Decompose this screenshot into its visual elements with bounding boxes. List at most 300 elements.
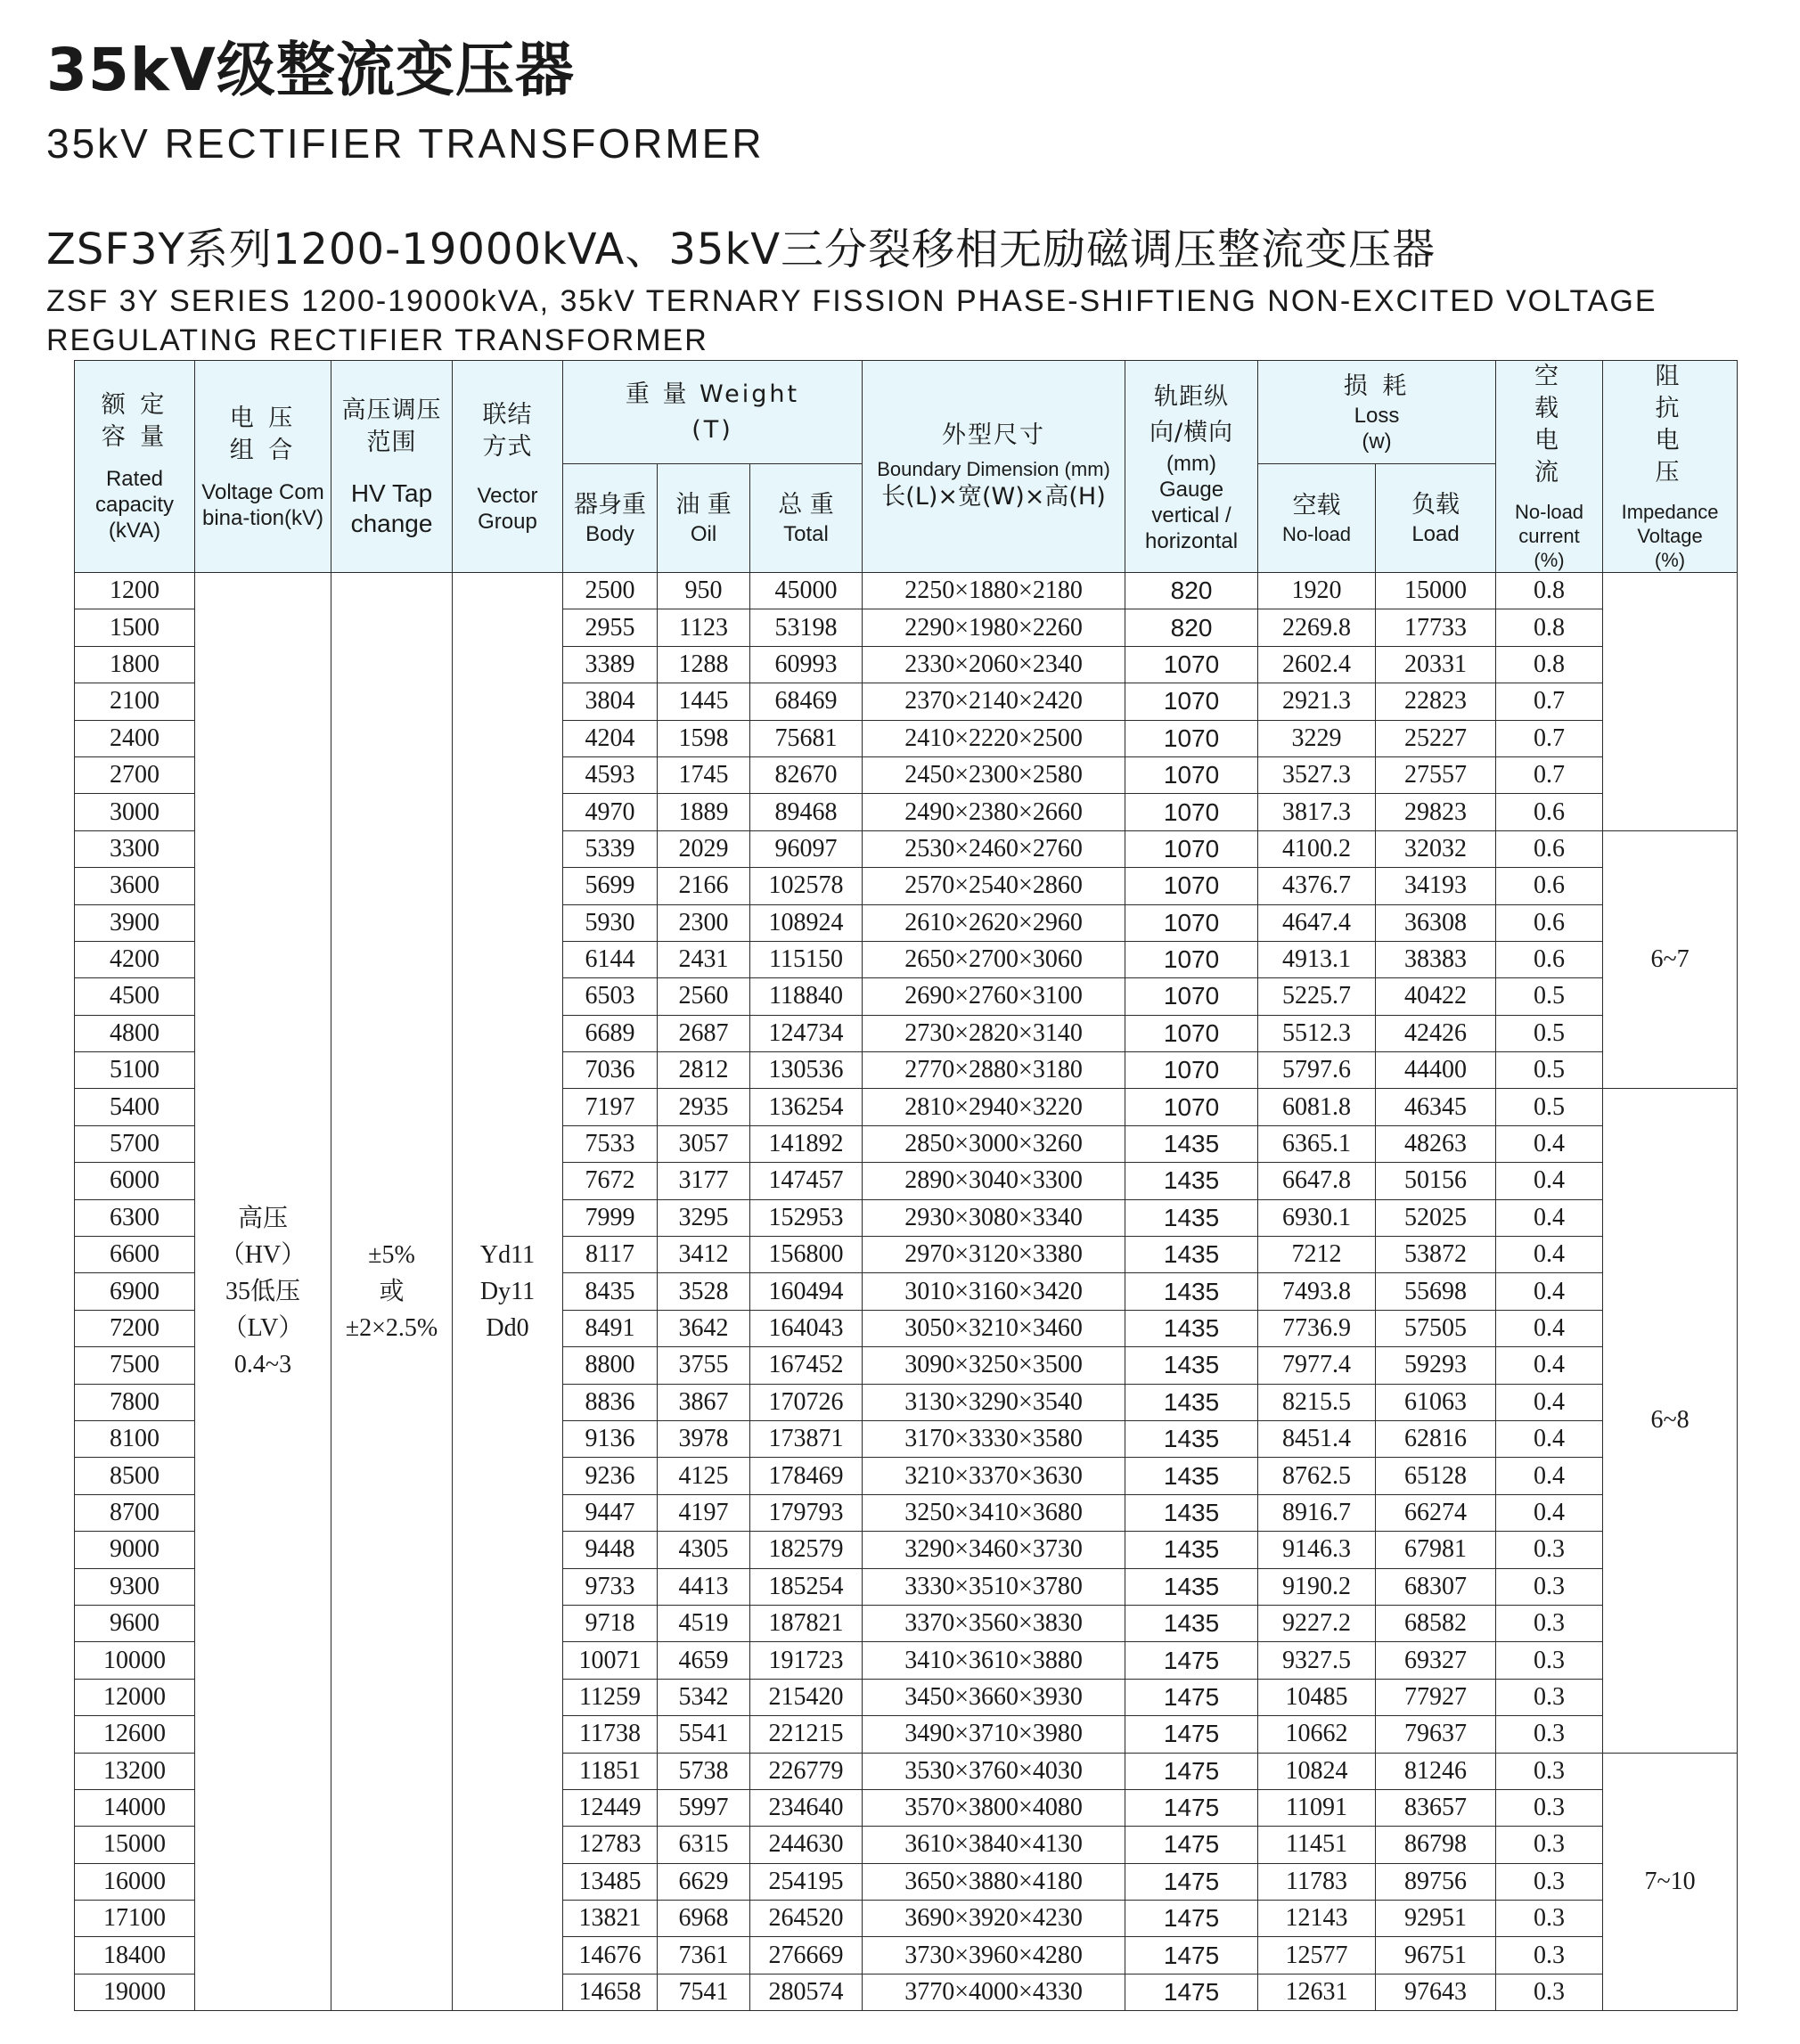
cell-weight-body: 5930 bbox=[563, 904, 658, 941]
cell-capacity: 5100 bbox=[75, 1052, 195, 1089]
cell-loss-noload: 7736.9 bbox=[1258, 1310, 1376, 1346]
cell-weight-body: 10071 bbox=[563, 1642, 658, 1679]
cell-weight-oil: 3295 bbox=[658, 1199, 750, 1236]
cell-weight-body: 4204 bbox=[563, 720, 658, 756]
cell-weight-oil: 1889 bbox=[658, 794, 750, 830]
header-vector: 联结 方式 Vector Group bbox=[453, 361, 563, 573]
cell-loss-load: 81246 bbox=[1376, 1753, 1496, 1789]
cell-gauge: 1475 bbox=[1125, 1974, 1258, 2010]
cell-noload-current: 0.3 bbox=[1496, 1753, 1603, 1789]
cell-loss-noload: 3527.3 bbox=[1258, 756, 1376, 793]
cell-gauge: 1475 bbox=[1125, 1789, 1258, 1826]
cell-noload-current: 0.4 bbox=[1496, 1494, 1603, 1531]
cell-weight-total: 75681 bbox=[750, 720, 863, 756]
cell-weight-oil: 3177 bbox=[658, 1163, 750, 1199]
cell-dimension: 2370×2140×2420 bbox=[863, 683, 1125, 720]
cell-impedance-voltage bbox=[1603, 573, 1738, 831]
cell-loss-noload: 4913.1 bbox=[1258, 941, 1376, 977]
cell-dimension: 2650×2700×3060 bbox=[863, 941, 1125, 977]
cell-capacity: 4800 bbox=[75, 1015, 195, 1051]
cell-loss-noload: 2602.4 bbox=[1258, 646, 1376, 683]
cell-capacity: 19000 bbox=[75, 1974, 195, 2010]
cell-dimension: 2930×3080×3340 bbox=[863, 1199, 1125, 1236]
cell-dimension: 2810×2940×3220 bbox=[863, 1089, 1125, 1125]
cell-gauge: 1435 bbox=[1125, 1494, 1258, 1531]
cell-loss-noload: 11091 bbox=[1258, 1789, 1376, 1826]
cell-weight-oil: 1745 bbox=[658, 756, 750, 793]
page-title: 35kV级整流变压器 bbox=[46, 36, 575, 104]
cell-gauge: 1435 bbox=[1125, 1384, 1258, 1420]
cell-weight-total: 160494 bbox=[750, 1273, 863, 1310]
cell-dimension: 2770×2880×3180 bbox=[863, 1052, 1125, 1089]
cell-loss-noload: 12143 bbox=[1258, 1901, 1376, 1937]
cell-weight-total: 45000 bbox=[750, 573, 863, 609]
cell-weight-total: 167452 bbox=[750, 1347, 863, 1384]
cell-gauge: 1070 bbox=[1125, 756, 1258, 793]
cell-dimension: 2250×1880×2180 bbox=[863, 573, 1125, 609]
cell-loss-load: 15000 bbox=[1376, 573, 1496, 609]
cell-loss-load: 40422 bbox=[1376, 978, 1496, 1015]
cell-weight-body: 8800 bbox=[563, 1347, 658, 1384]
cell-gauge: 1475 bbox=[1125, 1863, 1258, 1900]
cell-dimension: 2970×3120×3380 bbox=[863, 1237, 1125, 1273]
cell-loss-noload: 4376.7 bbox=[1258, 868, 1376, 904]
cell-noload-current: 0.5 bbox=[1496, 1089, 1603, 1125]
header-impedance: 阻 抗 电 压 Impedance Voltage (%) bbox=[1603, 361, 1738, 573]
cell-dimension: 3410×3610×3880 bbox=[863, 1642, 1125, 1679]
cell-capacity: 8100 bbox=[75, 1420, 195, 1457]
cell-dimension: 3130×3290×3540 bbox=[863, 1384, 1125, 1420]
cell-weight-body: 8435 bbox=[563, 1273, 658, 1310]
cell-loss-load: 48263 bbox=[1376, 1125, 1496, 1162]
cell-weight-total: 215420 bbox=[750, 1679, 863, 1715]
cell-weight-body: 11259 bbox=[563, 1679, 658, 1715]
cell-loss-load: 42426 bbox=[1376, 1015, 1496, 1051]
cell-noload-current: 0.3 bbox=[1496, 1901, 1603, 1937]
cell-loss-noload: 2921.3 bbox=[1258, 683, 1376, 720]
cell-vector-group-line: Yd11 bbox=[479, 1241, 536, 1270]
cell-weight-total: 130536 bbox=[750, 1052, 863, 1089]
cell-dimension: 3330×3510×3780 bbox=[863, 1568, 1125, 1605]
cell-weight-total: 226779 bbox=[750, 1753, 863, 1789]
cell-noload-current: 0.6 bbox=[1496, 794, 1603, 830]
cell-capacity: 9000 bbox=[75, 1532, 195, 1568]
cell-loss-noload: 7977.4 bbox=[1258, 1347, 1376, 1384]
cell-weight-oil: 2935 bbox=[658, 1089, 750, 1125]
cell-gauge: 1475 bbox=[1125, 1679, 1258, 1715]
cell-loss-load: 68307 bbox=[1376, 1568, 1496, 1605]
cell-weight-oil: 3867 bbox=[658, 1384, 750, 1420]
cell-weight-oil: 2687 bbox=[658, 1015, 750, 1051]
cell-weight-oil: 2166 bbox=[658, 868, 750, 904]
cell-weight-total: 182579 bbox=[750, 1532, 863, 1568]
cell-dimension: 3210×3370×3630 bbox=[863, 1458, 1125, 1494]
cell-noload-current: 0.4 bbox=[1496, 1420, 1603, 1457]
cell-weight-oil: 6629 bbox=[658, 1863, 750, 1900]
cell-gauge: 1070 bbox=[1125, 646, 1258, 683]
cell-loss-noload: 9227.2 bbox=[1258, 1605, 1376, 1641]
cell-loss-noload: 11783 bbox=[1258, 1863, 1376, 1900]
cell-loss-load: 17733 bbox=[1376, 609, 1496, 646]
cell-weight-oil: 2300 bbox=[658, 904, 750, 941]
cell-weight-oil: 3755 bbox=[658, 1347, 750, 1384]
cell-gauge: 1070 bbox=[1125, 904, 1258, 941]
cell-capacity: 10000 bbox=[75, 1642, 195, 1679]
cell-weight-body: 13821 bbox=[563, 1901, 658, 1937]
cell-weight-oil: 1123 bbox=[658, 609, 750, 646]
cell-weight-body: 5339 bbox=[563, 830, 658, 867]
cell-capacity: 6300 bbox=[75, 1199, 195, 1236]
cell-gauge: 1475 bbox=[1125, 1716, 1258, 1753]
cell-gauge: 1435 bbox=[1125, 1199, 1258, 1236]
cell-impedance-voltage: 7~10 bbox=[1603, 1753, 1738, 2011]
cell-dimension: 3610×3840×4130 bbox=[863, 1827, 1125, 1863]
cell-dimension: 2570×2540×2860 bbox=[863, 868, 1125, 904]
cell-weight-body: 9136 bbox=[563, 1420, 658, 1457]
cell-capacity: 9300 bbox=[75, 1568, 195, 1605]
cell-weight-total: 254195 bbox=[750, 1863, 863, 1900]
cell-weight-oil: 7541 bbox=[658, 1974, 750, 2010]
cell-loss-noload: 11451 bbox=[1258, 1827, 1376, 1863]
cell-noload-current: 0.8 bbox=[1496, 609, 1603, 646]
cell-capacity: 7800 bbox=[75, 1384, 195, 1420]
cell-gauge: 1070 bbox=[1125, 1015, 1258, 1051]
cell-dimension: 3370×3560×3830 bbox=[863, 1605, 1125, 1641]
cell-weight-total: 108924 bbox=[750, 904, 863, 941]
cell-gauge: 1070 bbox=[1125, 868, 1258, 904]
cell-loss-load: 62816 bbox=[1376, 1420, 1496, 1457]
cell-weight-total: 179793 bbox=[750, 1494, 863, 1531]
cell-gauge: 1070 bbox=[1125, 1052, 1258, 1089]
cell-noload-current: 0.6 bbox=[1496, 904, 1603, 941]
cell-loss-load: 25227 bbox=[1376, 720, 1496, 756]
cell-gauge: 1475 bbox=[1125, 1827, 1258, 1863]
cell-weight-oil: 950 bbox=[658, 573, 750, 609]
cell-capacity: 7500 bbox=[75, 1347, 195, 1384]
cell-weight-body: 12449 bbox=[563, 1789, 658, 1826]
cell-loss-load: 67981 bbox=[1376, 1532, 1496, 1568]
cell-capacity: 5400 bbox=[75, 1089, 195, 1125]
cell-weight-oil: 5997 bbox=[658, 1789, 750, 1826]
cell-dimension: 3770×4000×4330 bbox=[863, 1974, 1125, 2010]
cell-gauge: 1475 bbox=[1125, 1937, 1258, 1974]
cell-weight-oil: 5541 bbox=[658, 1716, 750, 1753]
cell-weight-total: 118840 bbox=[750, 978, 863, 1015]
cell-loss-noload: 10824 bbox=[1258, 1753, 1376, 1789]
cell-loss-noload: 6930.1 bbox=[1258, 1199, 1376, 1236]
cell-gauge: 820 bbox=[1125, 609, 1258, 646]
cell-weight-oil: 2560 bbox=[658, 978, 750, 1015]
cell-weight-oil: 2812 bbox=[658, 1052, 750, 1089]
cell-loss-noload: 8451.4 bbox=[1258, 1420, 1376, 1457]
cell-weight-body: 7672 bbox=[563, 1163, 658, 1199]
cell-gauge: 1070 bbox=[1125, 978, 1258, 1015]
cell-weight-oil: 4305 bbox=[658, 1532, 750, 1568]
cell-capacity: 16000 bbox=[75, 1863, 195, 1900]
cell-gauge: 1475 bbox=[1125, 1642, 1258, 1679]
cell-weight-total: 147457 bbox=[750, 1163, 863, 1199]
cell-dimension: 2330×2060×2340 bbox=[863, 646, 1125, 683]
header-tap: 高压调压 范围 HV Tap change bbox=[331, 361, 453, 573]
cell-weight-body: 6144 bbox=[563, 941, 658, 977]
cell-weight-oil: 1445 bbox=[658, 683, 750, 720]
cell-dimension: 2290×1980×2260 bbox=[863, 609, 1125, 646]
cell-weight-oil: 3412 bbox=[658, 1237, 750, 1273]
cell-weight-body: 11738 bbox=[563, 1716, 658, 1753]
cell-weight-body: 8491 bbox=[563, 1310, 658, 1346]
cell-noload-current: 0.4 bbox=[1496, 1347, 1603, 1384]
cell-capacity: 18400 bbox=[75, 1937, 195, 1974]
cell-loss-noload: 8762.5 bbox=[1258, 1458, 1376, 1494]
cell-gauge: 1435 bbox=[1125, 1532, 1258, 1568]
cell-loss-noload: 8916.7 bbox=[1258, 1494, 1376, 1531]
cell-gauge: 1435 bbox=[1125, 1237, 1258, 1273]
cell-capacity: 6000 bbox=[75, 1163, 195, 1199]
cell-loss-load: 77927 bbox=[1376, 1679, 1496, 1715]
cell-noload-current: 0.8 bbox=[1496, 573, 1603, 609]
cell-dimension: 3730×3960×4280 bbox=[863, 1937, 1125, 1974]
cell-weight-oil: 4413 bbox=[658, 1568, 750, 1605]
cell-weight-total: 152953 bbox=[750, 1199, 863, 1236]
cell-loss-noload: 10485 bbox=[1258, 1679, 1376, 1715]
cell-loss-noload: 8215.5 bbox=[1258, 1384, 1376, 1420]
cell-loss-noload: 4647.4 bbox=[1258, 904, 1376, 941]
cell-weight-body: 9236 bbox=[563, 1458, 658, 1494]
cell-gauge: 1435 bbox=[1125, 1458, 1258, 1494]
cell-voltage-combination bbox=[195, 573, 331, 2011]
cell-weight-oil: 4519 bbox=[658, 1605, 750, 1641]
cell-loss-noload: 5225.7 bbox=[1258, 978, 1376, 1015]
header-weight-body: 器身重 Body bbox=[563, 464, 658, 573]
cell-gauge: 1435 bbox=[1125, 1125, 1258, 1162]
cell-dimension: 2890×3040×3300 bbox=[863, 1163, 1125, 1199]
cell-loss-noload: 9190.2 bbox=[1258, 1568, 1376, 1605]
cell-weight-total: 156800 bbox=[750, 1237, 863, 1273]
header-loss-load: 负载 Load bbox=[1376, 464, 1496, 573]
cell-noload-current: 0.4 bbox=[1496, 1199, 1603, 1236]
cell-capacity: 1800 bbox=[75, 646, 195, 683]
cell-noload-current: 0.6 bbox=[1496, 941, 1603, 977]
cell-gauge: 1435 bbox=[1125, 1568, 1258, 1605]
cell-loss-load: 83657 bbox=[1376, 1789, 1496, 1826]
cell-loss-load: 69327 bbox=[1376, 1642, 1496, 1679]
cell-loss-load: 97643 bbox=[1376, 1974, 1496, 2010]
spec-table bbox=[74, 360, 1738, 2011]
cell-noload-current: 0.3 bbox=[1496, 1716, 1603, 1753]
cell-loss-load: 32032 bbox=[1376, 830, 1496, 867]
cell-gauge: 1070 bbox=[1125, 941, 1258, 977]
cell-capacity: 14000 bbox=[75, 1789, 195, 1826]
cell-weight-body: 8117 bbox=[563, 1237, 658, 1273]
cell-vector-group-line: Dd0 bbox=[486, 1314, 529, 1343]
cell-weight-oil: 1288 bbox=[658, 646, 750, 683]
cell-weight-total: 244630 bbox=[750, 1827, 863, 1863]
cell-loss-load: 52025 bbox=[1376, 1199, 1496, 1236]
cell-noload-current: 0.4 bbox=[1496, 1458, 1603, 1494]
cell-noload-current: 0.7 bbox=[1496, 720, 1603, 756]
cell-noload-current: 0.3 bbox=[1496, 1605, 1603, 1641]
cell-weight-oil: 5738 bbox=[658, 1753, 750, 1789]
cell-weight-body: 9448 bbox=[563, 1532, 658, 1568]
cell-noload-current: 0.3 bbox=[1496, 1568, 1603, 1605]
cell-weight-total: 234640 bbox=[750, 1789, 863, 1826]
cell-capacity: 3900 bbox=[75, 904, 195, 941]
cell-voltage-combination-line: 0.4~3 bbox=[233, 1351, 292, 1379]
cell-dimension: 3050×3210×3460 bbox=[863, 1310, 1125, 1346]
cell-dimension: 2690×2760×3100 bbox=[863, 978, 1125, 1015]
cell-gauge: 1435 bbox=[1125, 1347, 1258, 1384]
cell-noload-current: 0.3 bbox=[1496, 1937, 1603, 1974]
cell-weight-body: 7999 bbox=[563, 1199, 658, 1236]
cell-dimension: 2490×2380×2660 bbox=[863, 794, 1125, 830]
cell-loss-load: 61063 bbox=[1376, 1384, 1496, 1420]
cell-loss-load: 50156 bbox=[1376, 1163, 1496, 1199]
cell-capacity: 4500 bbox=[75, 978, 195, 1015]
cell-noload-current: 0.4 bbox=[1496, 1273, 1603, 1310]
cell-weight-total: 280574 bbox=[750, 1974, 863, 2010]
cell-capacity: 1200 bbox=[75, 573, 195, 609]
cell-loss-load: 57505 bbox=[1376, 1310, 1496, 1346]
cell-weight-body: 14676 bbox=[563, 1937, 658, 1974]
cell-dimension: 3290×3460×3730 bbox=[863, 1532, 1125, 1568]
cell-weight-total: 185254 bbox=[750, 1568, 863, 1605]
cell-loss-noload: 6081.8 bbox=[1258, 1089, 1376, 1125]
cell-noload-current: 0.3 bbox=[1496, 1974, 1603, 2010]
cell-noload-current: 0.6 bbox=[1496, 830, 1603, 867]
cell-loss-load: 68582 bbox=[1376, 1605, 1496, 1641]
cell-capacity: 12000 bbox=[75, 1679, 195, 1715]
cell-weight-body: 9447 bbox=[563, 1494, 658, 1531]
cell-loss-load: 44400 bbox=[1376, 1052, 1496, 1089]
cell-dimension: 3650×3880×4180 bbox=[863, 1863, 1125, 1900]
cell-capacity: 15000 bbox=[75, 1827, 195, 1863]
cell-weight-body: 9718 bbox=[563, 1605, 658, 1641]
cell-weight-oil: 3057 bbox=[658, 1125, 750, 1162]
cell-weight-body: 6689 bbox=[563, 1015, 658, 1051]
cell-dimension: 3250×3410×3680 bbox=[863, 1494, 1125, 1531]
cell-weight-body: 5699 bbox=[563, 868, 658, 904]
cell-loss-noload: 5512.3 bbox=[1258, 1015, 1376, 1051]
header-weight-oil: 油 重 Oil bbox=[658, 464, 750, 573]
cell-weight-total: 60993 bbox=[750, 646, 863, 683]
header-gauge: 轨距纵 向/横向 (mm) Gauge vertical / horizontal bbox=[1125, 361, 1258, 573]
cell-voltage-combination-line: （HV） bbox=[219, 1241, 307, 1270]
cell-weight-total: 276669 bbox=[750, 1937, 863, 1974]
cell-gauge: 1475 bbox=[1125, 1753, 1258, 1789]
cell-loss-load: 92951 bbox=[1376, 1901, 1496, 1937]
cell-dimension: 3010×3160×3420 bbox=[863, 1273, 1125, 1310]
cell-loss-noload: 3229 bbox=[1258, 720, 1376, 756]
cell-gauge: 1070 bbox=[1125, 1089, 1258, 1125]
cell-weight-oil: 1598 bbox=[658, 720, 750, 756]
cell-weight-oil: 2029 bbox=[658, 830, 750, 867]
header-weight: 重 量 Weight (T) bbox=[563, 361, 863, 464]
cell-weight-oil: 4659 bbox=[658, 1642, 750, 1679]
cell-gauge: 1070 bbox=[1125, 794, 1258, 830]
cell-gauge: 1435 bbox=[1125, 1163, 1258, 1199]
cell-weight-total: 170726 bbox=[750, 1384, 863, 1420]
cell-dimension: 3690×3920×4230 bbox=[863, 1901, 1125, 1937]
cell-loss-load: 86798 bbox=[1376, 1827, 1496, 1863]
cell-loss-noload: 5797.6 bbox=[1258, 1052, 1376, 1089]
cell-noload-current: 0.3 bbox=[1496, 1863, 1603, 1900]
cell-capacity: 6900 bbox=[75, 1273, 195, 1310]
cell-loss-noload: 7212 bbox=[1258, 1237, 1376, 1273]
cell-loss-load: 22823 bbox=[1376, 683, 1496, 720]
table-row bbox=[75, 573, 1738, 609]
cell-weight-body: 2955 bbox=[563, 609, 658, 646]
cell-weight-body: 7197 bbox=[563, 1089, 658, 1125]
cell-weight-body: 3389 bbox=[563, 646, 658, 683]
cell-weight-total: 68469 bbox=[750, 683, 863, 720]
cell-loss-load: 36308 bbox=[1376, 904, 1496, 941]
cell-noload-current: 0.5 bbox=[1496, 1052, 1603, 1089]
cell-gauge: 1475 bbox=[1125, 1901, 1258, 1937]
cell-weight-body: 11851 bbox=[563, 1753, 658, 1789]
cell-capacity: 9600 bbox=[75, 1605, 195, 1641]
cell-weight-body: 12783 bbox=[563, 1827, 658, 1863]
cell-loss-load: 59293 bbox=[1376, 1347, 1496, 1384]
cell-dimension: 2850×3000×3260 bbox=[863, 1125, 1125, 1162]
cell-weight-total: 187821 bbox=[750, 1605, 863, 1641]
cell-weight-body: 2500 bbox=[563, 573, 658, 609]
cell-loss-noload: 3817.3 bbox=[1258, 794, 1376, 830]
cell-weight-body: 3804 bbox=[563, 683, 658, 720]
cell-vector-group-line: Dy11 bbox=[479, 1278, 536, 1306]
spec-table-body bbox=[75, 573, 1738, 2011]
cell-loss-load: 96751 bbox=[1376, 1937, 1496, 1974]
cell-weight-body: 7533 bbox=[563, 1125, 658, 1162]
cell-gauge: 1070 bbox=[1125, 830, 1258, 867]
cell-noload-current: 0.4 bbox=[1496, 1237, 1603, 1273]
cell-weight-total: 115150 bbox=[750, 941, 863, 977]
cell-weight-total: 178469 bbox=[750, 1458, 863, 1494]
series-title: ZSF3Y系列1200-19000kVA、35kV三分裂移相无励磁调压整流变压器 bbox=[46, 225, 1436, 274]
cell-weight-total: 136254 bbox=[750, 1089, 863, 1125]
cell-weight-body: 7036 bbox=[563, 1052, 658, 1089]
cell-weight-oil: 2431 bbox=[658, 941, 750, 977]
cell-noload-current: 0.5 bbox=[1496, 1015, 1603, 1051]
cell-loss-load: 65128 bbox=[1376, 1458, 1496, 1494]
cell-dimension: 2450×2300×2580 bbox=[863, 756, 1125, 793]
cell-weight-body: 6503 bbox=[563, 978, 658, 1015]
cell-loss-noload: 9327.5 bbox=[1258, 1642, 1376, 1679]
cell-noload-current: 0.6 bbox=[1496, 868, 1603, 904]
cell-weight-total: 173871 bbox=[750, 1420, 863, 1457]
header-capacity: 额 定 容 量 Rated capacity (kVA) bbox=[75, 361, 195, 573]
cell-loss-noload: 7493.8 bbox=[1258, 1273, 1376, 1310]
cell-capacity: 2700 bbox=[75, 756, 195, 793]
cell-loss-load: 34193 bbox=[1376, 868, 1496, 904]
cell-weight-total: 141892 bbox=[750, 1125, 863, 1162]
cell-weight-total: 82670 bbox=[750, 756, 863, 793]
cell-weight-body: 4970 bbox=[563, 794, 658, 830]
cell-loss-load: 89756 bbox=[1376, 1863, 1496, 1900]
cell-dimension: 3570×3800×4080 bbox=[863, 1789, 1125, 1826]
cell-capacity: 3300 bbox=[75, 830, 195, 867]
cell-capacity: 8500 bbox=[75, 1458, 195, 1494]
cell-weight-body: 14658 bbox=[563, 1974, 658, 2010]
cell-hv-tap-change-line: 或 bbox=[379, 1278, 405, 1306]
cell-loss-noload: 9146.3 bbox=[1258, 1532, 1376, 1568]
cell-noload-current: 0.3 bbox=[1496, 1789, 1603, 1826]
header-loss: 损 耗 Loss (w) bbox=[1258, 361, 1496, 464]
cell-weight-body: 8836 bbox=[563, 1384, 658, 1420]
cell-weight-total: 164043 bbox=[750, 1310, 863, 1346]
cell-noload-current: 0.3 bbox=[1496, 1679, 1603, 1715]
cell-capacity: 6600 bbox=[75, 1237, 195, 1273]
cell-hv-tap-change bbox=[331, 573, 453, 2011]
